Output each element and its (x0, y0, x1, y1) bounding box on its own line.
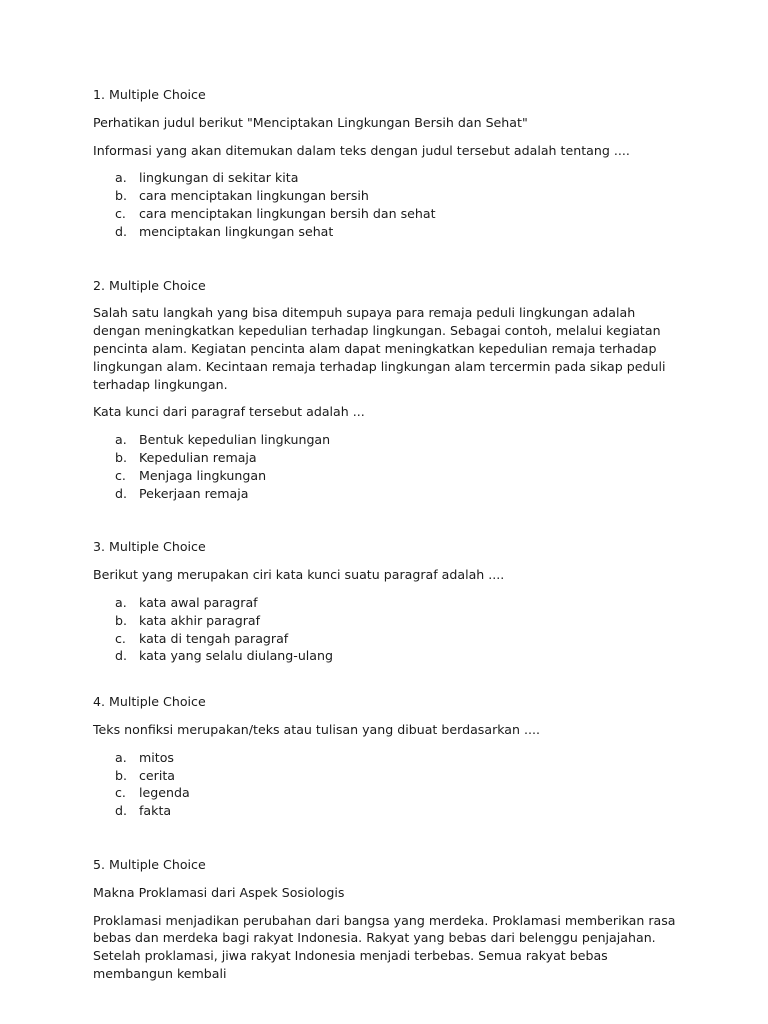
option-list (93, 431, 683, 502)
option-text: fakta (139, 803, 172, 819)
question-5 (93, 856, 683, 983)
option-item (93, 187, 683, 205)
option-text: cerita (139, 767, 176, 783)
option-letter: d. (115, 648, 127, 664)
option-item (93, 612, 683, 630)
question-paragraph: Kata kunci dari paragraf tersebut adalah ... (93, 404, 365, 420)
question-paragraph: Berikut yang merupakan ciri kata kunci suatu paragraf adalah .... (93, 567, 505, 583)
option-letter: a. (115, 432, 127, 448)
option-text: Menjaga lingkungan (139, 467, 267, 483)
option-item (93, 431, 683, 449)
option-item (93, 767, 683, 785)
option-letter: c. (115, 467, 126, 483)
option-letter: b. (115, 449, 127, 465)
option-item (93, 449, 683, 467)
option-text: lingkungan di sekitar kita (139, 170, 299, 186)
option-text: kata di tengah paragraf (139, 630, 289, 646)
option-text: legenda (139, 785, 190, 801)
question-title: 4. Multiple Choice (93, 694, 206, 710)
option-letter: c. (115, 205, 126, 221)
question-paragraph: Informasi yang akan ditemukan dalam teks dengan judul tersebut adalah tentang .... (93, 142, 630, 158)
option-letter: c. (115, 785, 126, 801)
option-text: kata awal paragraf (139, 594, 258, 610)
option-letter: a. (115, 170, 127, 186)
option-letter: b. (115, 188, 127, 204)
option-text: kata akhir paragraf (139, 612, 261, 628)
option-item (93, 485, 683, 503)
question-4 (93, 693, 683, 820)
question-paragraph: Makna Proklamasi dari Aspek Sosiologis (93, 884, 345, 900)
option-item (93, 630, 683, 648)
spacer (93, 665, 683, 693)
option-text: menciptakan lingkungan sehat (139, 223, 334, 239)
question-2 (93, 277, 683, 503)
option-letter: b. (115, 767, 127, 783)
document-content (93, 86, 683, 993)
question-paragraph: Teks nonfiksi merupakan/teks atau tulisan yang dibuat berdasarkan .... (93, 721, 541, 737)
question-title: 3. Multiple Choice (93, 539, 206, 555)
question-paragraph: Salah satu langkah yang bisa ditempuh supaya para remaja peduli lingkungan adalah dengan meningkatkan kepedulian terhadap lingkungan. Sebagai contoh, melalui kegiatan pencinta alam. Kegiatan pencinta alam dapat meningkatkan kepedulian remaja terhadap lingkungan alam. Kecintaan remaja terhadap lingkungan alam tercermin pada sikap peduli terhadap lingkungan. (93, 305, 666, 392)
option-letter: d. (115, 485, 127, 501)
option-item (93, 802, 683, 820)
question-3 (93, 538, 683, 665)
option-list (93, 749, 683, 820)
option-text: Kepedulian remaja (139, 449, 257, 465)
option-list (93, 169, 683, 240)
question-1 (93, 86, 683, 241)
option-text: kata yang selalu diulang-ulang (139, 648, 333, 664)
option-item (93, 594, 683, 612)
option-text: mitos (139, 749, 174, 765)
option-text: Bentuk kepedulian lingkungan (139, 432, 331, 448)
spacer (93, 241, 683, 277)
option-text: cara menciptakan lingkungan bersih (139, 188, 369, 204)
option-list (93, 594, 683, 665)
option-item (93, 647, 683, 665)
option-letter: d. (115, 223, 127, 239)
option-letter: a. (115, 594, 127, 610)
option-item (93, 205, 683, 223)
question-title: 5. Multiple Choice (93, 856, 206, 872)
option-letter: d. (115, 803, 127, 819)
spacer (93, 502, 683, 538)
question-title: 2. Multiple Choice (93, 277, 206, 293)
option-item (93, 749, 683, 767)
spacer (93, 820, 683, 856)
option-letter: a. (115, 749, 127, 765)
option-letter: c. (115, 630, 126, 646)
option-item (93, 784, 683, 802)
question-paragraph: Proklamasi menjadikan perubahan dari bangsa yang merdeka. Proklamasi memberikan rasa bebas dan merdeka bagi rakyat Indonesia. Rakyat yang bebas dari belenggu penjajahan. Setelah proklamasi, jiwa rakyat Indonesia menjadi terbebas. Semua rakyat bebas membangun kembali (93, 912, 676, 981)
option-text: cara menciptakan lingkungan bersih dan sehat (139, 205, 436, 221)
option-item (93, 169, 683, 187)
option-item (93, 223, 683, 241)
question-paragraph: Perhatikan judul berikut "Menciptakan Lingkungan Bersih dan Sehat" (93, 114, 528, 130)
question-title: 1. Multiple Choice (93, 87, 206, 102)
option-item (93, 467, 683, 485)
option-letter: b. (115, 612, 127, 628)
option-text: Pekerjaan remaja (139, 485, 249, 501)
